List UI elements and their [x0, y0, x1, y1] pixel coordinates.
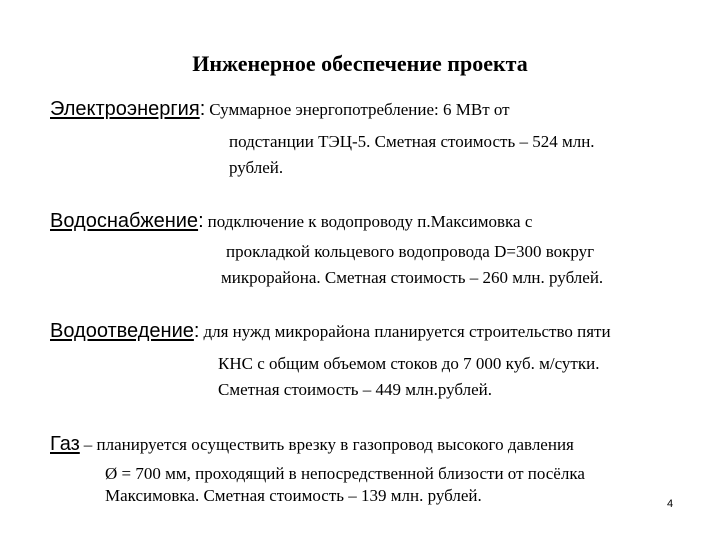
section-line: Максимовка. Сметная стоимость – 139 млн. рублей. — [105, 486, 482, 505]
section-line: – планируется осуществить врезку в газопровод высокого давления — [83, 435, 574, 454]
section-line: прокладкой кольцевого водопровода D=300 вокруг — [226, 242, 595, 261]
section-line: рублей. — [229, 158, 284, 177]
section-label: Электроэнергия: — [50, 98, 206, 120]
page-number: 4 — [667, 498, 674, 510]
section-water-supply — [50, 210, 532, 233]
section-line: микрорайона. Сметная стоимость – 260 млн. рублей. — [221, 268, 604, 287]
page-title: Инженерное обеспечение проекта — [192, 51, 528, 76]
section-label: Водоснабжение: — [50, 210, 204, 232]
section-line: Сметная стоимость – 449 млн.рублей. — [218, 380, 493, 399]
section-line: для нужд микрорайона планируется строительство пяти — [203, 322, 611, 341]
section-line: подстанции ТЭЦ-5. Сметная стоимость – 524 млн. — [229, 132, 595, 151]
section-label: Газ — [50, 433, 80, 455]
section-label: Водоотведение: — [50, 320, 200, 342]
section-line: КНС с общим объемом стоков до 7 000 куб. м/сутки. — [218, 354, 600, 373]
section-gas — [50, 433, 574, 456]
section-line: подключение к водопроводу п.Максимовка с — [207, 212, 533, 231]
section-sewerage — [50, 320, 611, 343]
section-line: Ø = 700 мм, проходящий в непосредственной близости от посёлка — [105, 464, 585, 483]
section-electricity — [50, 98, 510, 121]
section-line: Суммарное энергопотребление: 6 МВт от — [209, 100, 510, 119]
